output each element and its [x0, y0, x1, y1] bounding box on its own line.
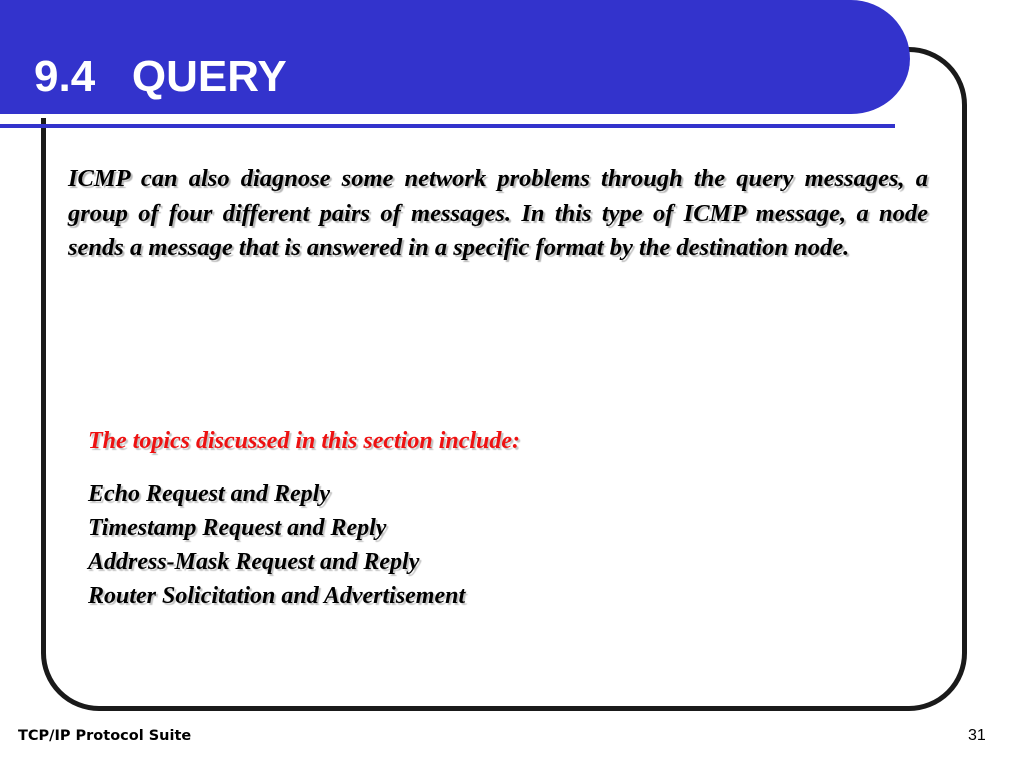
- title-underline: [0, 124, 895, 128]
- title-banner: [0, 0, 910, 118]
- intro-paragraph: ICMP can also diagnose some network problems through the query messages, a group of four different pairs of messages. In this type of ICMP message, a node sends a message that is answered in a specific format by the destination node.: [68, 165, 928, 261]
- slide-title: 9.4 QUERY: [34, 52, 287, 101]
- topic-item-timestamp: Timestamp Request and Reply: [88, 515, 387, 541]
- topic-item-router-solicitation: Router Solicitation and Advertisement: [88, 583, 466, 609]
- topic-item-address-mask: Address-Mask Request and Reply: [88, 549, 420, 575]
- topics-list: [88, 477, 465, 613]
- topic-item-echo: Echo Request and Reply: [88, 481, 331, 507]
- footer-title: TCP/IP Protocol Suite: [18, 728, 192, 744]
- topics-heading: The topics discussed in this section include:: [88, 428, 521, 454]
- page-number: 31: [968, 727, 986, 744]
